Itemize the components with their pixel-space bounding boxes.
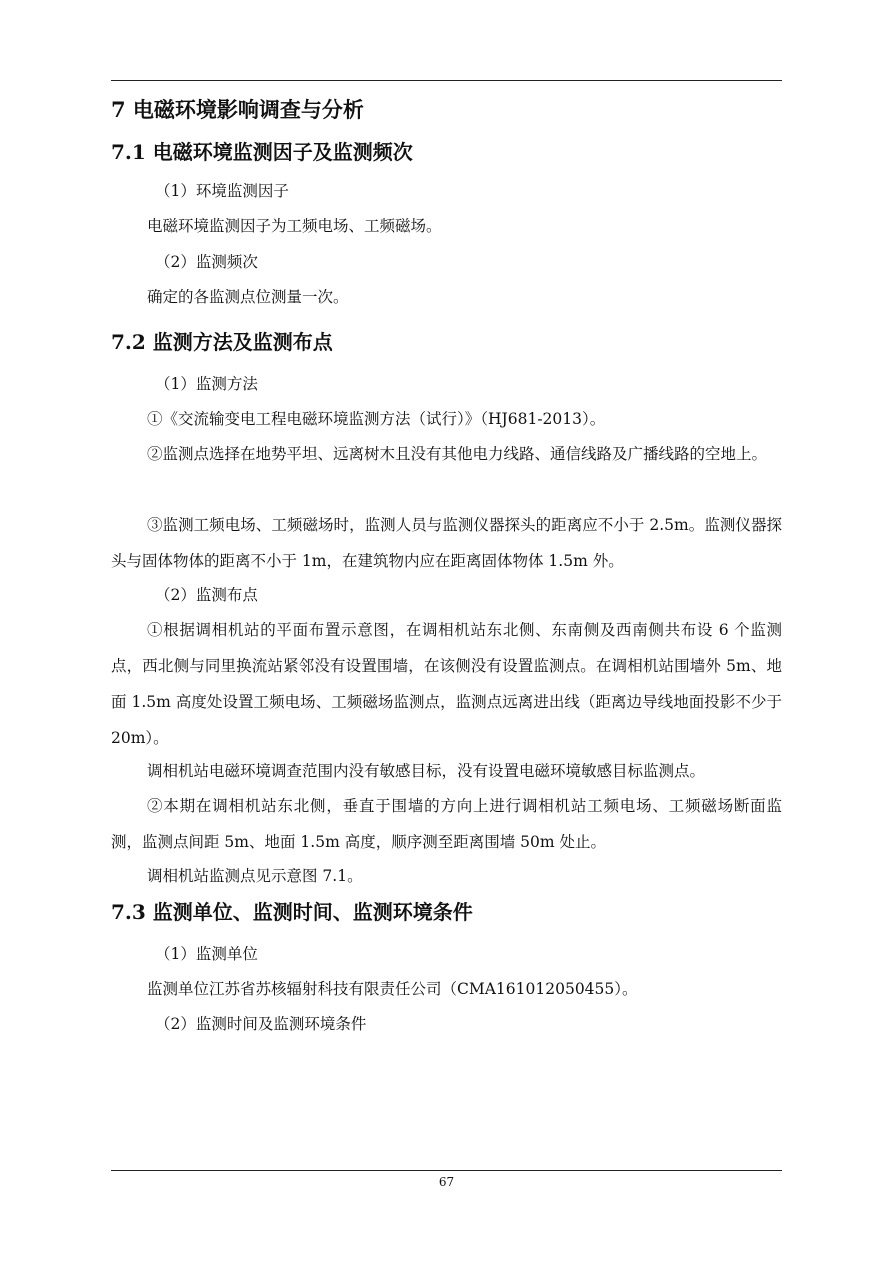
paragraph: ①根据调相机站的平面布置示意图，在调相机站东北侧、东南侧及西南侧共布设 6 个监测点，西北侧与同里换流站紧邻没有设置围墙，在该侧没有设置监测点。在调相机站围墙外 5m、地面 1.5m 高度处设置工频电场、工频磁场监测点，监测点远离进出线（距离边导线地面投影不少于 20m）。 xyxy=(111,621,782,747)
paragraph: ③监测工频电场、工频磁场时，监测人员与监测仪器探头的距离应不小于 2.5m。监测仪器探头与固体物体的距离不小于 1m，在建筑物内应在距离固体物体 1.5m 外。 xyxy=(111,516,782,570)
section-heading-7-1: 7.1 电磁环境监测因子及监测频次 xyxy=(111,140,413,164)
paragraph: 电磁环境监测因子为工频电场、工频磁场。 xyxy=(147,217,442,235)
paragraph: 监测单位江苏省苏核辐射科技有限责任公司（CMA161012050455）。 xyxy=(147,980,638,998)
paragraph: 确定的各监测点位测量一次。 xyxy=(147,288,349,306)
header-rule xyxy=(111,80,782,81)
paragraph: 调相机站电磁环境调查范围内没有敏感目标，没有设置电磁环境敏感目标监测点。 xyxy=(147,762,706,780)
paragraph: （1）环境监测因子 xyxy=(155,182,289,200)
paragraph: （2）监测时间及监测环境条件 xyxy=(155,1015,367,1033)
paragraph: ②本期在调相机站东北侧，垂直于围墙的方向上进行调相机站工频电场、工频磁场断面监测，监测点间距 5m、地面 1.5m 高度，顺序测至距离围墙 50m 处止。 xyxy=(111,797,782,851)
section-heading-7-2: 7.2 监测方法及监测布点 xyxy=(111,330,333,354)
paragraph: （2）监测布点 xyxy=(155,586,258,604)
paragraph: 调相机站监测点见示意图 7.1。 xyxy=(147,867,363,885)
section-heading-7-3: 7.3 监测单位、监测时间、监测环境条件 xyxy=(111,900,473,924)
paragraph: （1）监测单位 xyxy=(155,945,258,963)
page-number: 67 xyxy=(438,1175,455,1189)
paragraph: ②监测点选择在地势平坦、远离树木且没有其他电力线路、通信线路及广播线路的空地上。 xyxy=(147,445,768,463)
paragraph: ①《交流输变电工程电磁环境监测方法（试行）》（HJ681-2013）。 xyxy=(147,410,606,428)
paragraph: （1）监测方法 xyxy=(155,375,258,393)
footer-rule xyxy=(111,1170,782,1171)
paragraph: （2）监测频次 xyxy=(155,253,258,271)
chapter-title: 7 电磁环境影响调查与分析 xyxy=(111,97,364,122)
